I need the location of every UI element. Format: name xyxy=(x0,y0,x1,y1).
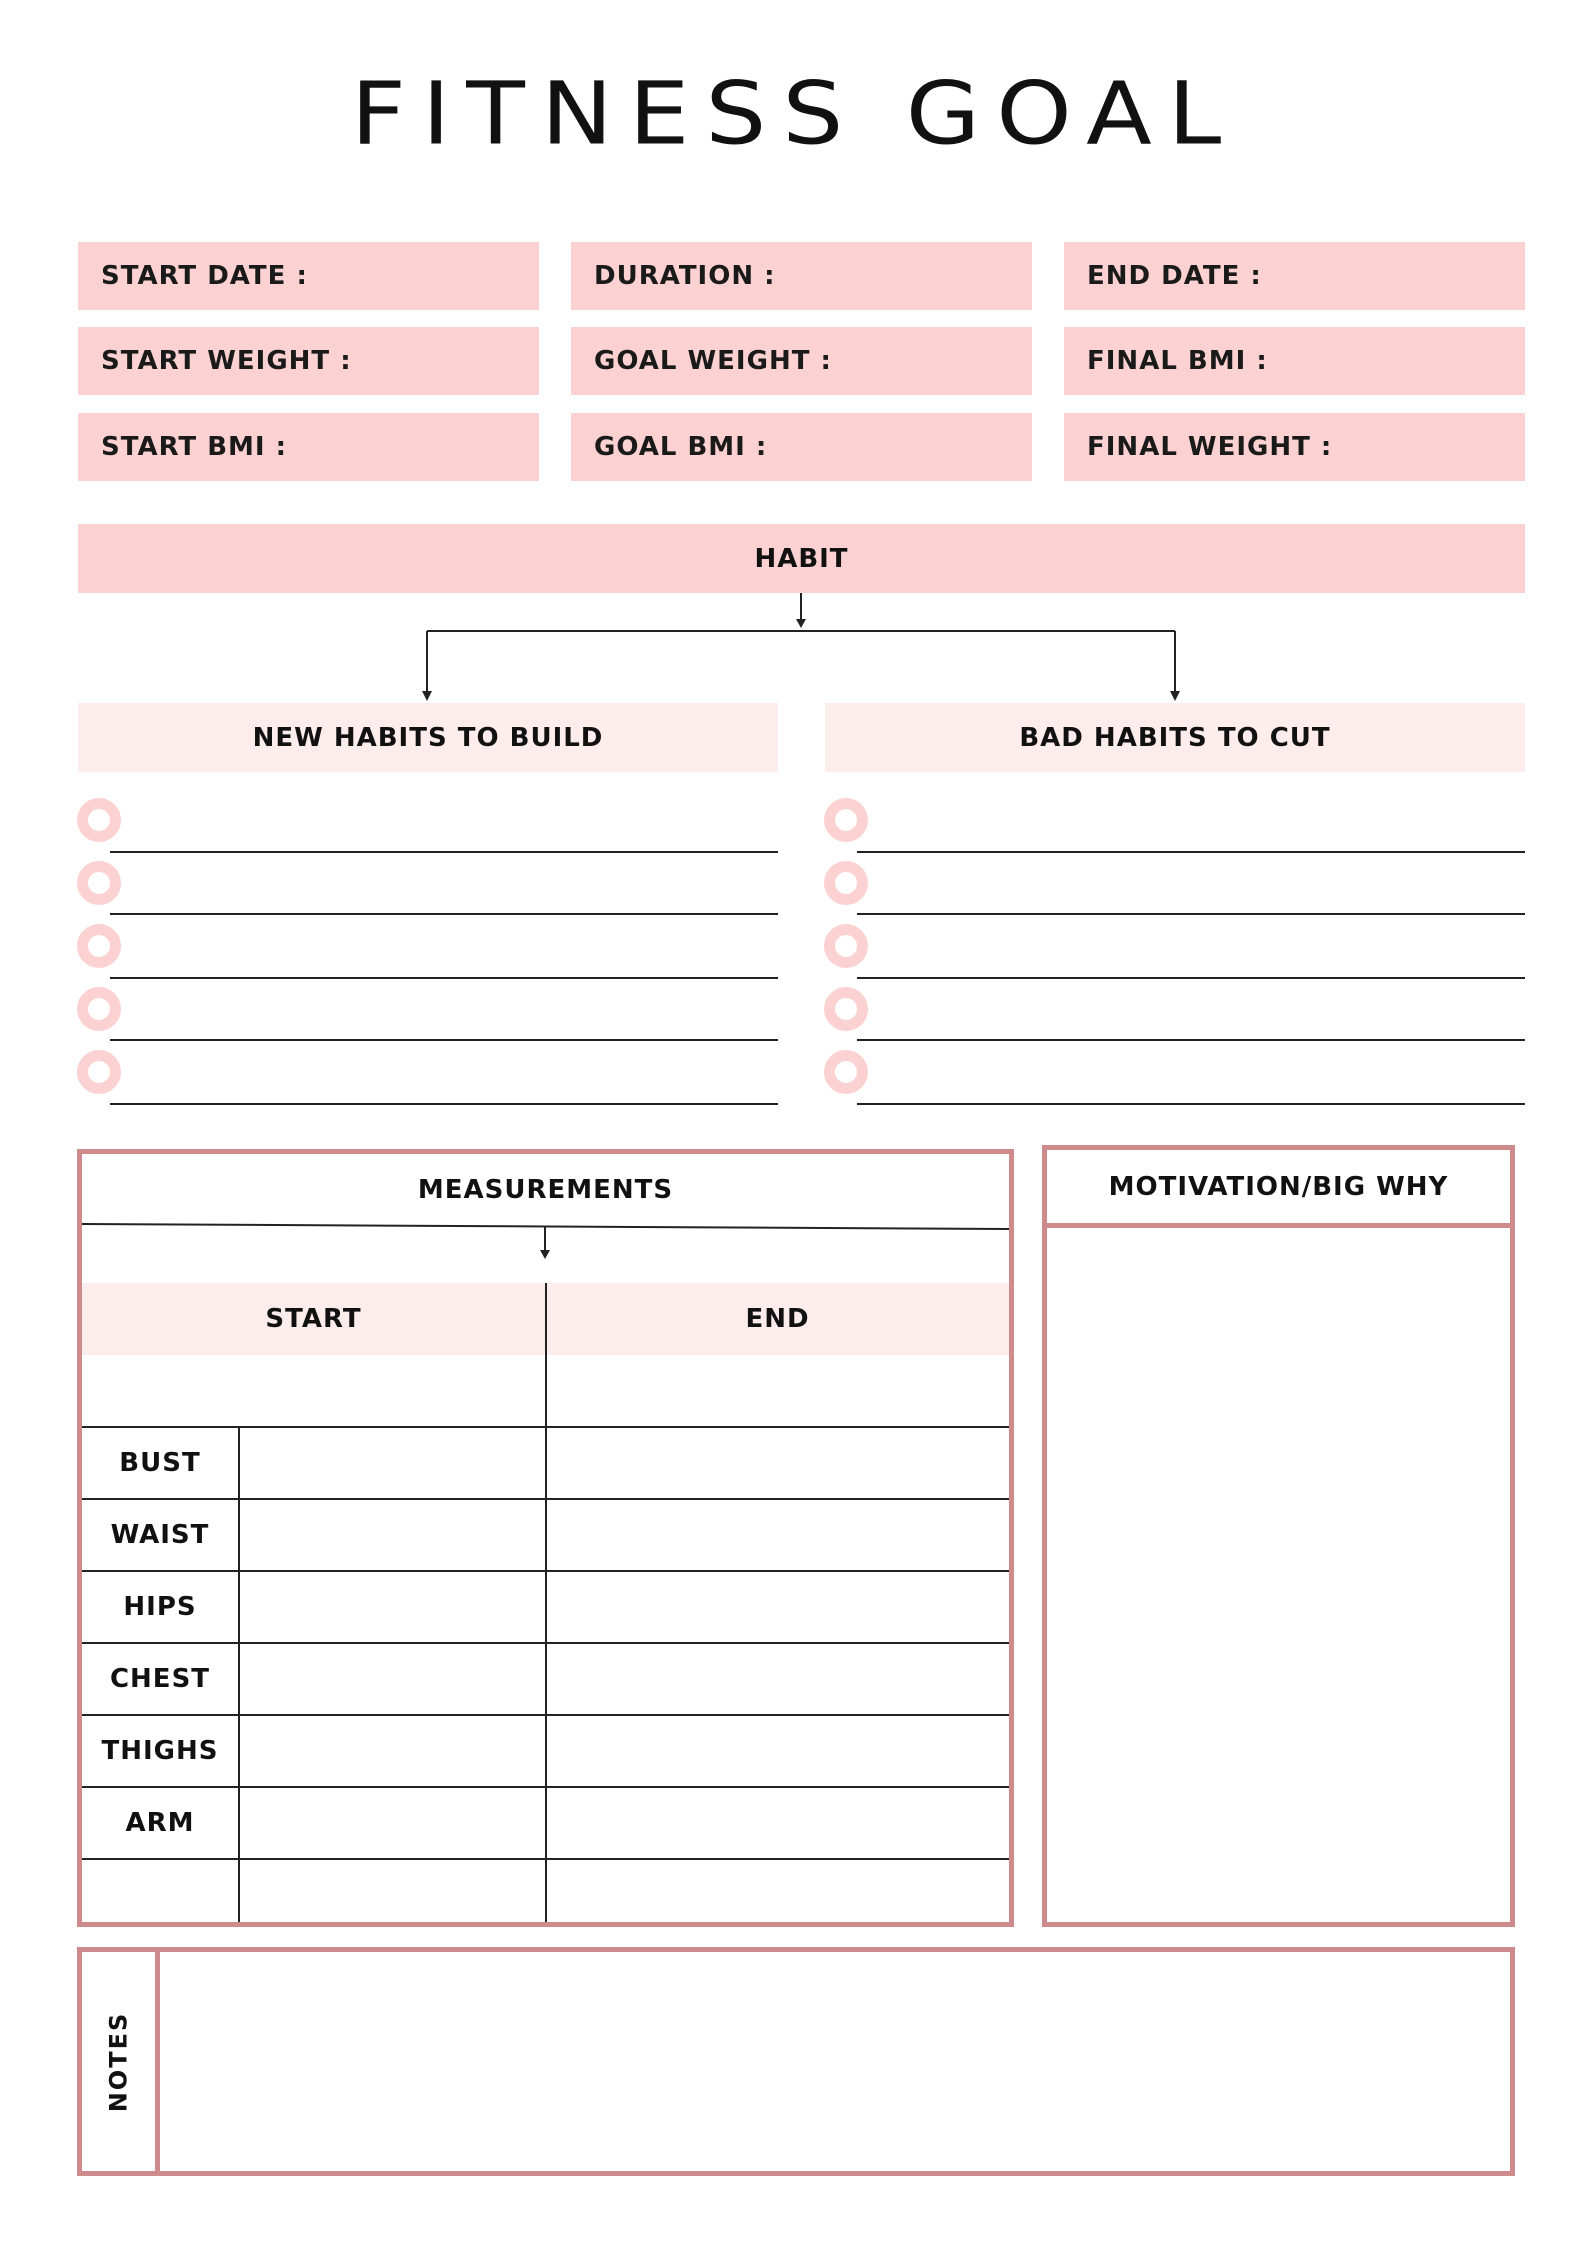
start-column-header: START xyxy=(265,1304,362,1334)
new-habit-line[interactable] xyxy=(110,1103,778,1105)
new-habit-checkbox[interactable] xyxy=(77,924,121,968)
final-weight-field[interactable]: FINAL WEIGHT : xyxy=(1064,413,1525,481)
bad-habit-line[interactable] xyxy=(857,913,1525,915)
start-bmi-field[interactable]: START BMI : xyxy=(78,413,539,481)
row-label-waist: WAIST xyxy=(110,1519,210,1550)
new-habit-line[interactable] xyxy=(110,1039,778,1041)
row-label-chest: CHEST xyxy=(109,1663,211,1694)
duration-field[interactable]: DURATION : xyxy=(571,242,1032,310)
measurements-divider xyxy=(82,1222,1009,1267)
row-divider xyxy=(82,1858,1009,1860)
final-bmi-field[interactable]: FINAL BMI : xyxy=(1064,327,1525,395)
row-label-arm: ARM xyxy=(125,1807,195,1838)
notes-label: NOTES xyxy=(104,2011,133,2112)
new-habit-checkbox[interactable] xyxy=(77,1050,121,1094)
new-habit-checkbox[interactable] xyxy=(77,861,121,905)
motivation-box[interactable] xyxy=(1042,1145,1515,1927)
new-habit-line[interactable] xyxy=(110,851,778,853)
goal-weight-field[interactable]: GOAL WEIGHT : xyxy=(571,327,1032,395)
measurements-heading: MEASUREMENTS xyxy=(417,1175,674,1205)
new-habit-line[interactable] xyxy=(110,977,778,979)
bad-habit-checkbox[interactable] xyxy=(824,798,868,842)
column-divider xyxy=(545,1283,547,1922)
label-divider xyxy=(238,1427,240,1922)
bad-habit-checkbox[interactable] xyxy=(824,1050,868,1094)
end-date-field[interactable]: END DATE : xyxy=(1064,242,1525,310)
goal-bmi-field[interactable]: GOAL BMI : xyxy=(571,413,1032,481)
row-label-bust: BUST xyxy=(119,1447,201,1478)
motivation-heading: MOTIVATION/BIG WHY xyxy=(1108,1172,1449,1202)
bad-habit-checkbox[interactable] xyxy=(824,987,868,1031)
start-weight-field[interactable]: START WEIGHT : xyxy=(78,327,539,395)
notes-divider xyxy=(155,1952,160,2171)
notes-label-cell xyxy=(82,1952,155,2171)
page-title: FITNESS GOAL xyxy=(350,63,1238,165)
row-label-thighs: THIGHS xyxy=(101,1735,219,1766)
bad-habit-checkbox[interactable] xyxy=(824,861,868,905)
bad-habit-line[interactable] xyxy=(857,1039,1525,1041)
bad-habit-line[interactable] xyxy=(857,1103,1525,1105)
habit-connector xyxy=(0,593,1588,703)
bad-habits-heading: BAD HABITS TO CUT xyxy=(825,703,1525,772)
end-column-header: END xyxy=(745,1304,810,1334)
bad-habit-line[interactable] xyxy=(857,851,1525,853)
bad-habit-checkbox[interactable] xyxy=(824,924,868,968)
new-habits-heading: NEW HABITS TO BUILD xyxy=(78,703,778,772)
new-habit-checkbox[interactable] xyxy=(77,798,121,842)
notes-box[interactable] xyxy=(77,1947,1515,2176)
habit-heading: HABIT xyxy=(78,524,1525,593)
new-habit-line[interactable] xyxy=(110,913,778,915)
start-date-field[interactable]: START DATE : xyxy=(78,242,539,310)
row-label-hips: HIPS xyxy=(123,1591,197,1622)
bad-habit-line[interactable] xyxy=(857,977,1525,979)
new-habit-checkbox[interactable] xyxy=(77,987,121,1031)
motivation-divider xyxy=(1047,1223,1510,1228)
